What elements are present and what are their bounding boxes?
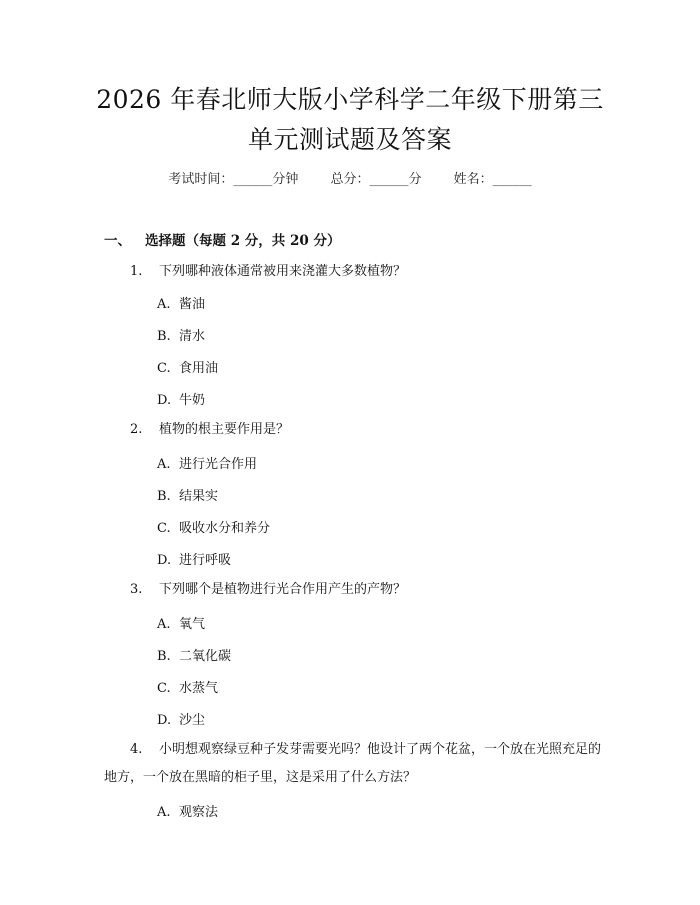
option-1b: B. 清水 (157, 329, 206, 344)
question-3 (104, 576, 604, 604)
question-text: 植物的根主要作用是？ (159, 422, 290, 437)
question-text: 小明想观察绿豆种子发芽需要光吗？他设计了两个花盆，一个放在光照充足的地方，一个放在黑暗的柜子里，这是采用了什么方法？ (104, 742, 602, 785)
option-1c: C. 食用油 (157, 361, 219, 376)
question-number: 2. (130, 422, 143, 437)
question-number: 3. (130, 582, 143, 597)
question-4 (104, 736, 604, 792)
option-1d: D. 牛奶 (157, 393, 206, 408)
exam-score: 总分：______分 (330, 172, 422, 187)
exam-meta (0, 168, 700, 187)
option-1a: A. 酱油 (157, 297, 206, 312)
option-2d: D. 进行呼吸 (157, 553, 232, 568)
section-title: 选择题（每题 2 分，共 20 分） (145, 233, 341, 249)
section-heading (104, 229, 340, 249)
question-text: 下列哪个是植物进行光合作用产生的产物？ (159, 582, 407, 597)
option-2a: A. 进行光合作用 (157, 457, 258, 472)
question-text: 下列哪种液体通常被用来浇灌大多数植物？ (159, 264, 407, 279)
option-3d: D. 沙尘 (157, 713, 206, 728)
exam-time: 考试时间：______分钟 (168, 172, 299, 187)
option-3b: B. 二氧化碳 (157, 649, 232, 664)
section-number: 一、 (104, 233, 131, 249)
question-number: 4. (130, 742, 143, 757)
option-3a: A. 氧气 (157, 617, 206, 632)
question-1 (104, 258, 604, 286)
option-2b: B. 结果实 (157, 489, 219, 504)
question-number: 1. (130, 264, 143, 279)
option-4a: A. 观察法 (157, 805, 219, 820)
title-line-1: 2026 年春北师大版小学科学二年级下册第三 (96, 85, 604, 114)
option-2c: C. 吸收水分和养分 (157, 521, 271, 536)
option-3c: C. 水蒸气 (157, 681, 219, 696)
question-2 (104, 416, 604, 444)
exam-name: 姓名：______ (453, 172, 532, 187)
title-line-2: 单元测试题及答案 (247, 125, 452, 154)
document-title (60, 80, 640, 160)
